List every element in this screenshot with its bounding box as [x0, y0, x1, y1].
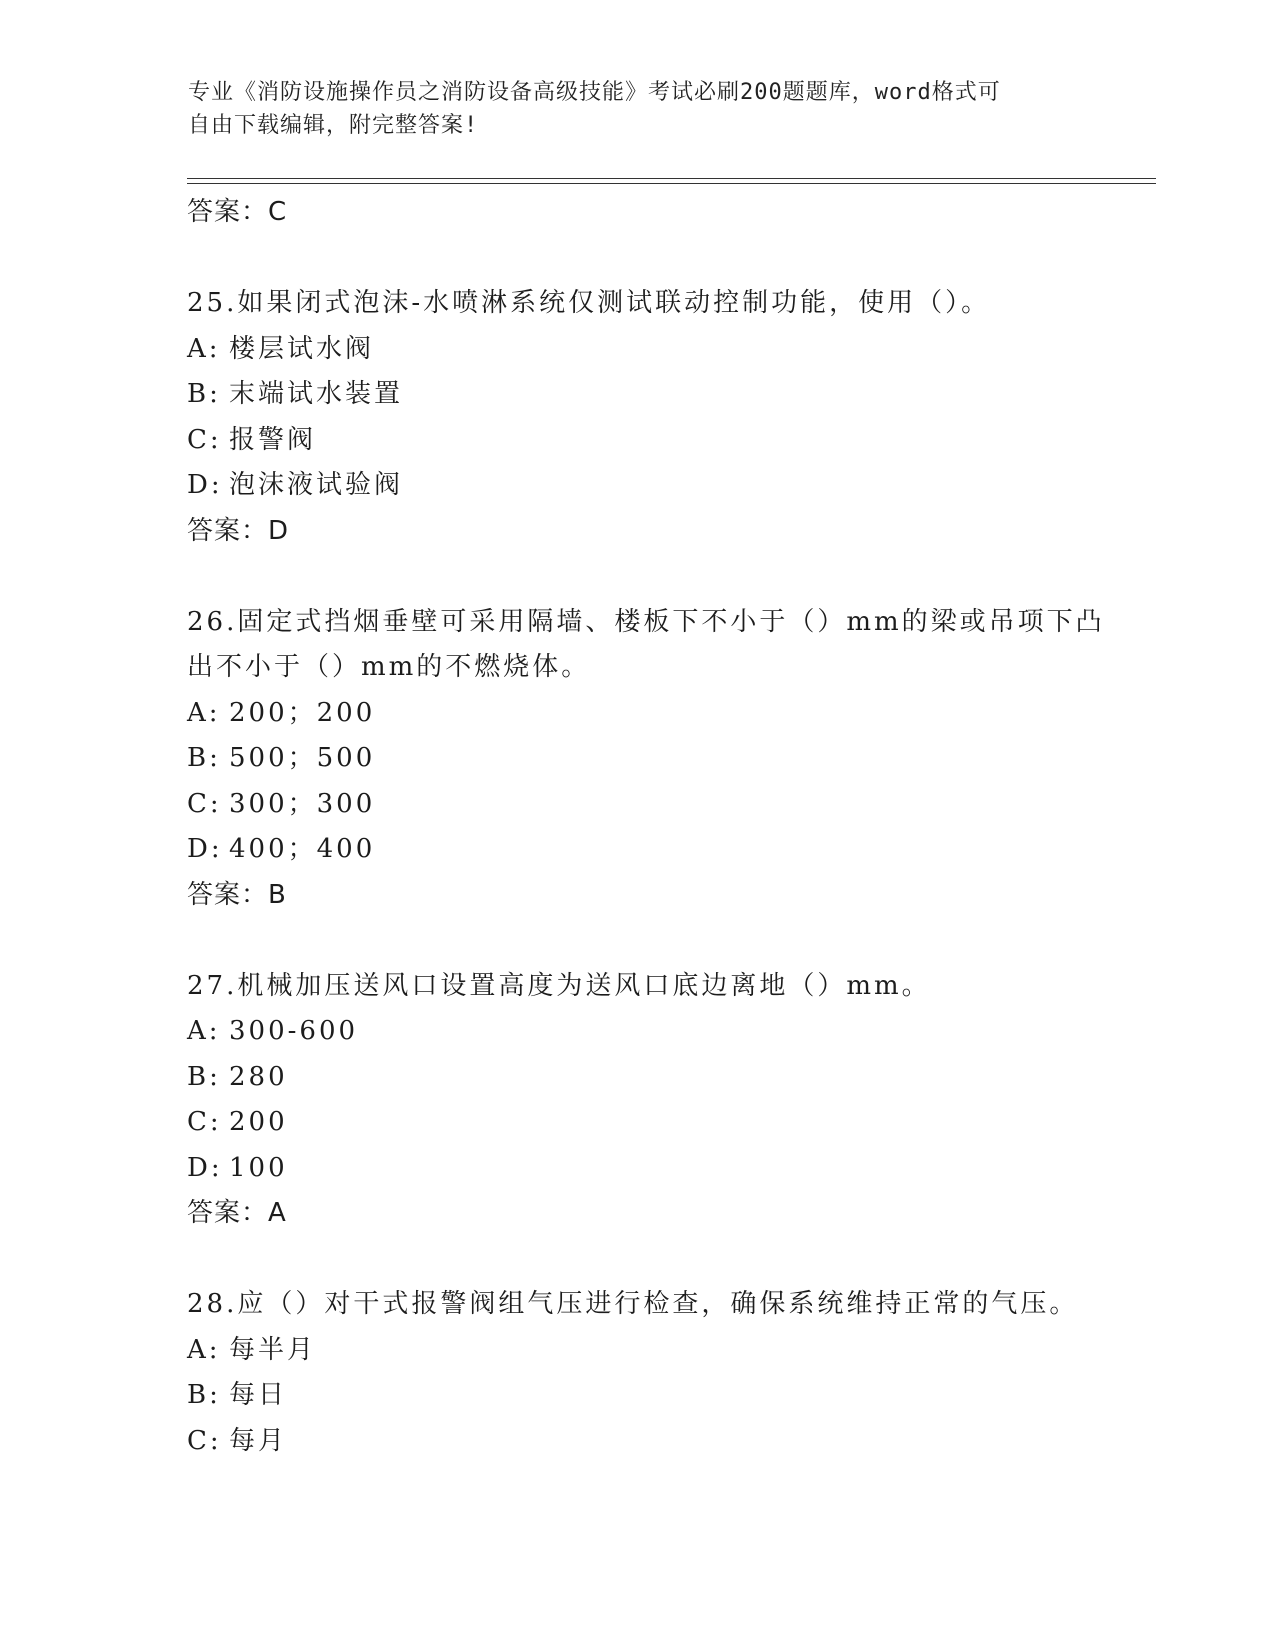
- option-key: C:: [187, 1425, 222, 1456]
- option-d: [187, 1146, 1087, 1192]
- option-key: B:: [187, 379, 221, 409]
- option-key: A:: [187, 697, 221, 728]
- option-d: [187, 463, 1087, 509]
- option-text: 楼层试水阀: [229, 333, 375, 364]
- question-stem: 28.应（）对干式报警阀组气压进行检查，确保系统维持正常的气压。: [187, 1289, 1079, 1319]
- previous-answer: 答案：C: [187, 197, 288, 227]
- option-text: 300-600: [229, 1016, 359, 1046]
- spacer: [187, 1237, 1087, 1283]
- option-key: B:: [187, 743, 221, 773]
- option-text: 报警阀: [229, 424, 317, 455]
- option-text: 200；200: [229, 697, 376, 728]
- question-block: [187, 600, 1105, 919]
- option-text: 200: [229, 1107, 288, 1137]
- option-b: [187, 736, 1087, 782]
- option-text: 末端试水装置: [229, 379, 404, 409]
- option-text: 100: [229, 1152, 288, 1183]
- option-c: [187, 782, 1087, 828]
- option-a: [187, 1328, 1087, 1374]
- question-block: [187, 281, 1087, 554]
- header-line-1: 专业《消防设施操作员之消防设备高级技能》考试必刷200题题库，word格式可: [188, 80, 1001, 105]
- spacer: [187, 554, 1087, 600]
- option-a: [187, 327, 1087, 373]
- question-stem: 27.机械加压送风口设置高度为送风口底边离地（）mm。: [187, 970, 931, 1001]
- option-text: 泡沫液试验阀: [229, 470, 404, 500]
- option-key: B:: [187, 1061, 221, 1092]
- option-text: 每月: [229, 1425, 288, 1456]
- option-a: [187, 691, 1087, 737]
- header-rule-top: [187, 178, 1156, 179]
- question-stem: 25.如果闭式泡沫-水喷淋系统仅测试联动控制功能，使用（）。: [187, 288, 991, 318]
- answer-line: 答案：B: [187, 879, 287, 910]
- option-key: D:: [187, 834, 223, 864]
- question-stem: 26.固定式挡烟垂壁可采用隔墙、楼板下不小于（）mm的梁或吊项下凸: [187, 606, 1105, 637]
- spacer: [187, 918, 1087, 964]
- option-c: [187, 1100, 1087, 1146]
- option-b: [187, 1055, 1087, 1101]
- option-text: 每日: [229, 1380, 288, 1410]
- option-text: 280: [229, 1061, 288, 1092]
- option-b: [187, 1373, 1087, 1419]
- option-c: [187, 1419, 1087, 1465]
- option-d: [187, 827, 1087, 873]
- option-key: A:: [187, 1016, 221, 1046]
- option-text: 300；300: [229, 788, 376, 819]
- answer-line: 答案：A: [187, 1198, 287, 1228]
- option-key: A:: [187, 1334, 221, 1365]
- option-key: A:: [187, 333, 221, 364]
- header-line-2: 自由下载编辑，附完整答案!: [188, 113, 479, 138]
- question-block: [187, 964, 1087, 1237]
- option-key: C:: [187, 424, 222, 455]
- spacer: [187, 236, 1087, 282]
- option-key: C:: [187, 788, 222, 819]
- option-a: [187, 1009, 1087, 1055]
- option-key: C:: [187, 1107, 222, 1137]
- option-text: 500；500: [229, 743, 376, 773]
- question-block: [187, 1282, 1087, 1464]
- option-c: [187, 418, 1087, 464]
- option-text: 每半月: [229, 1334, 317, 1365]
- option-key: D:: [187, 470, 223, 500]
- document-header: [188, 76, 1068, 142]
- question-list: [187, 190, 1105, 1464]
- option-text: 400；400: [229, 834, 376, 864]
- question-stem-continued: 出不小于（）mm的不燃烧体。: [187, 652, 591, 682]
- answer-line: 答案：D: [187, 515, 290, 546]
- option-b: [187, 372, 1087, 418]
- option-key: B:: [187, 1380, 221, 1410]
- header-rule-bottom: [187, 183, 1156, 184]
- option-key: D:: [187, 1152, 223, 1183]
